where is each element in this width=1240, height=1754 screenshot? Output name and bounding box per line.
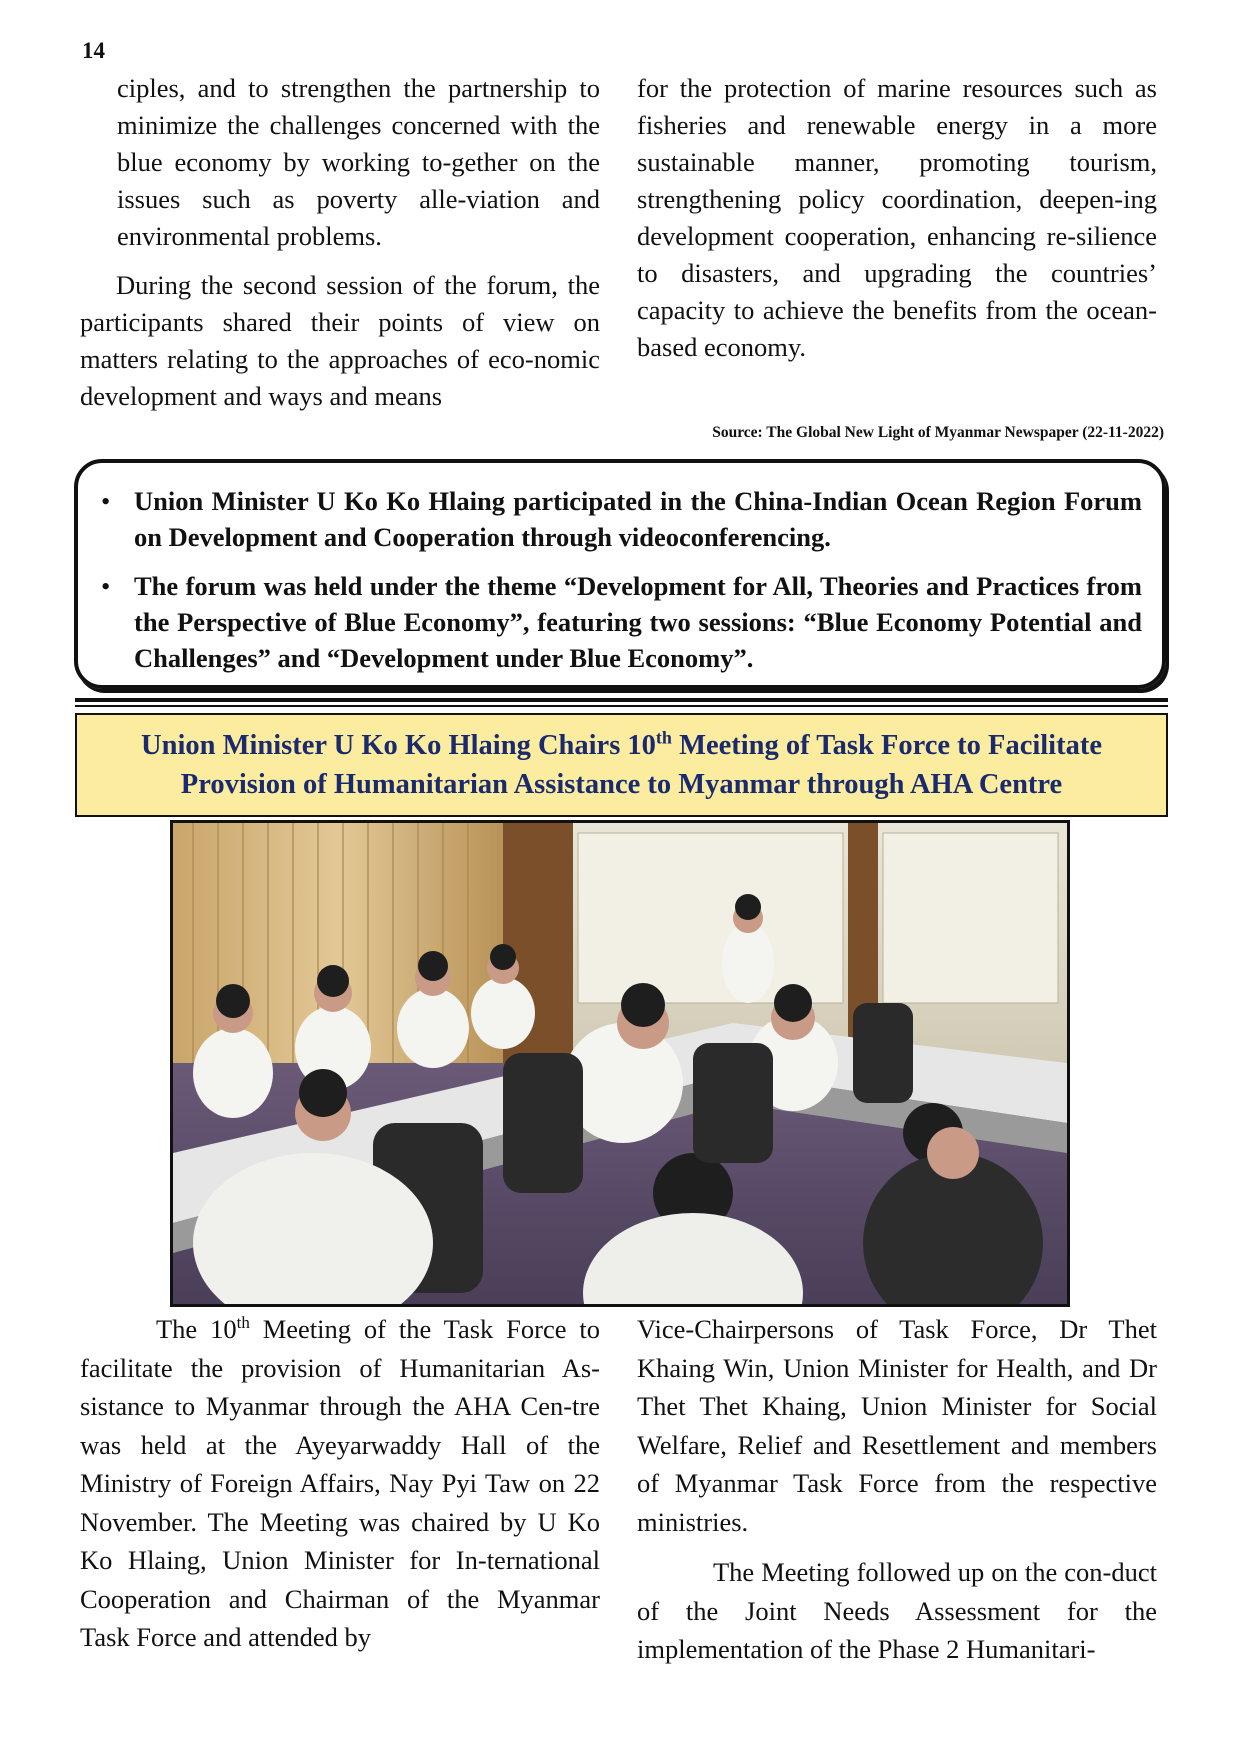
headline-line-2: Provision of Humanitarian Assistance to Myanmar through AHA Centre	[180, 769, 1063, 800]
article-left-column	[80, 1310, 600, 1657]
highlight-item	[92, 568, 1142, 676]
article-headline	[75, 713, 1168, 817]
top-left-paragraph-1: ciples, and to strengthen the partnership to minimize the challenges concerned with the blue economy by working to-gether on the issues such as poverty alle-viation and environmental problems.	[117, 73, 600, 251]
highlight-text: Union Minister U Ko Ko Hlaing participated in the China-Indian Ocean Region Forum on Development and Cooperation through videoconferencing.	[134, 486, 1142, 552]
source-citation: Source: The Global New Light of Myanmar Newspaper (22-11-2022)	[712, 424, 1164, 441]
highlights-list	[92, 483, 1142, 689]
section-divider-thin	[75, 705, 1168, 707]
article-right-paragraph-1: Vice-Chairpersons of Task Force, Dr Thet Khaing Win, Union Minister for Health, and Dr Thet Thet Khaing, Union Minister for Social Welfare, Relief and Resettlement and members of Myanmar Task Force from the respective ministries.	[637, 1314, 1157, 1537]
article-right-paragraph-2: The Meeting followed up on the con-duct of the Joint Needs Assessment for the implementation of the Phase 2 Humanitari-	[637, 1557, 1157, 1664]
top-left-paragraph-2: During the second session of the forum, the participants shared their points of view on matters relating to the approaches of eco-nomic development and ways and means	[80, 270, 600, 411]
top-right-column	[637, 70, 1157, 366]
highlight-item	[92, 483, 1142, 555]
article-right-column	[637, 1310, 1157, 1669]
meeting-photo-icon	[173, 823, 1067, 1304]
highlight-text: The forum was held under the theme “Development for All, Theories and Practices from the Perspective of Blue Economy”, featuring two sessions: “Blue Economy Potential and Challenges” and “Development under Blue Economy”.	[134, 571, 1142, 673]
section-divider	[75, 698, 1168, 702]
bullet-icon: •	[101, 486, 111, 516]
meeting-photo	[170, 820, 1070, 1307]
headline-line-1: Union Minister U Ko Ko Hlaing Chairs 10th Meeting of Task Force to Facilitate	[141, 727, 1102, 761]
page-number: 14	[82, 38, 105, 63]
top-left-column	[80, 70, 600, 415]
bullet-icon: •	[101, 571, 111, 601]
highlights-box	[74, 459, 1166, 689]
top-right-paragraph-1: for the protection of marine resources such as fisheries and renewable energy in a more sustainable manner, promoting tourism, strengthening policy coordination, deepen-ing development cooperation, enhancing re-silience to disasters, and upgrading the countries’ capacity to achieve the benefits from the ocean-based economy.	[637, 73, 1157, 362]
article-left-paragraph-1: The 10th Meeting of the Task Force to facilitate the provision of Humanitarian As-sistance to Myanmar through the AHA Cen-tre was held at the Ayeyarwaddy Hall of the Ministry of Foreign Affairs, Nay Pyi Taw on 22 November. The Meeting was chaired by U Ko Ko Hlaing, Union Minister for In-ternational Cooperation and Chairman of the Myanmar Task Force and attended by	[80, 1313, 600, 1652]
